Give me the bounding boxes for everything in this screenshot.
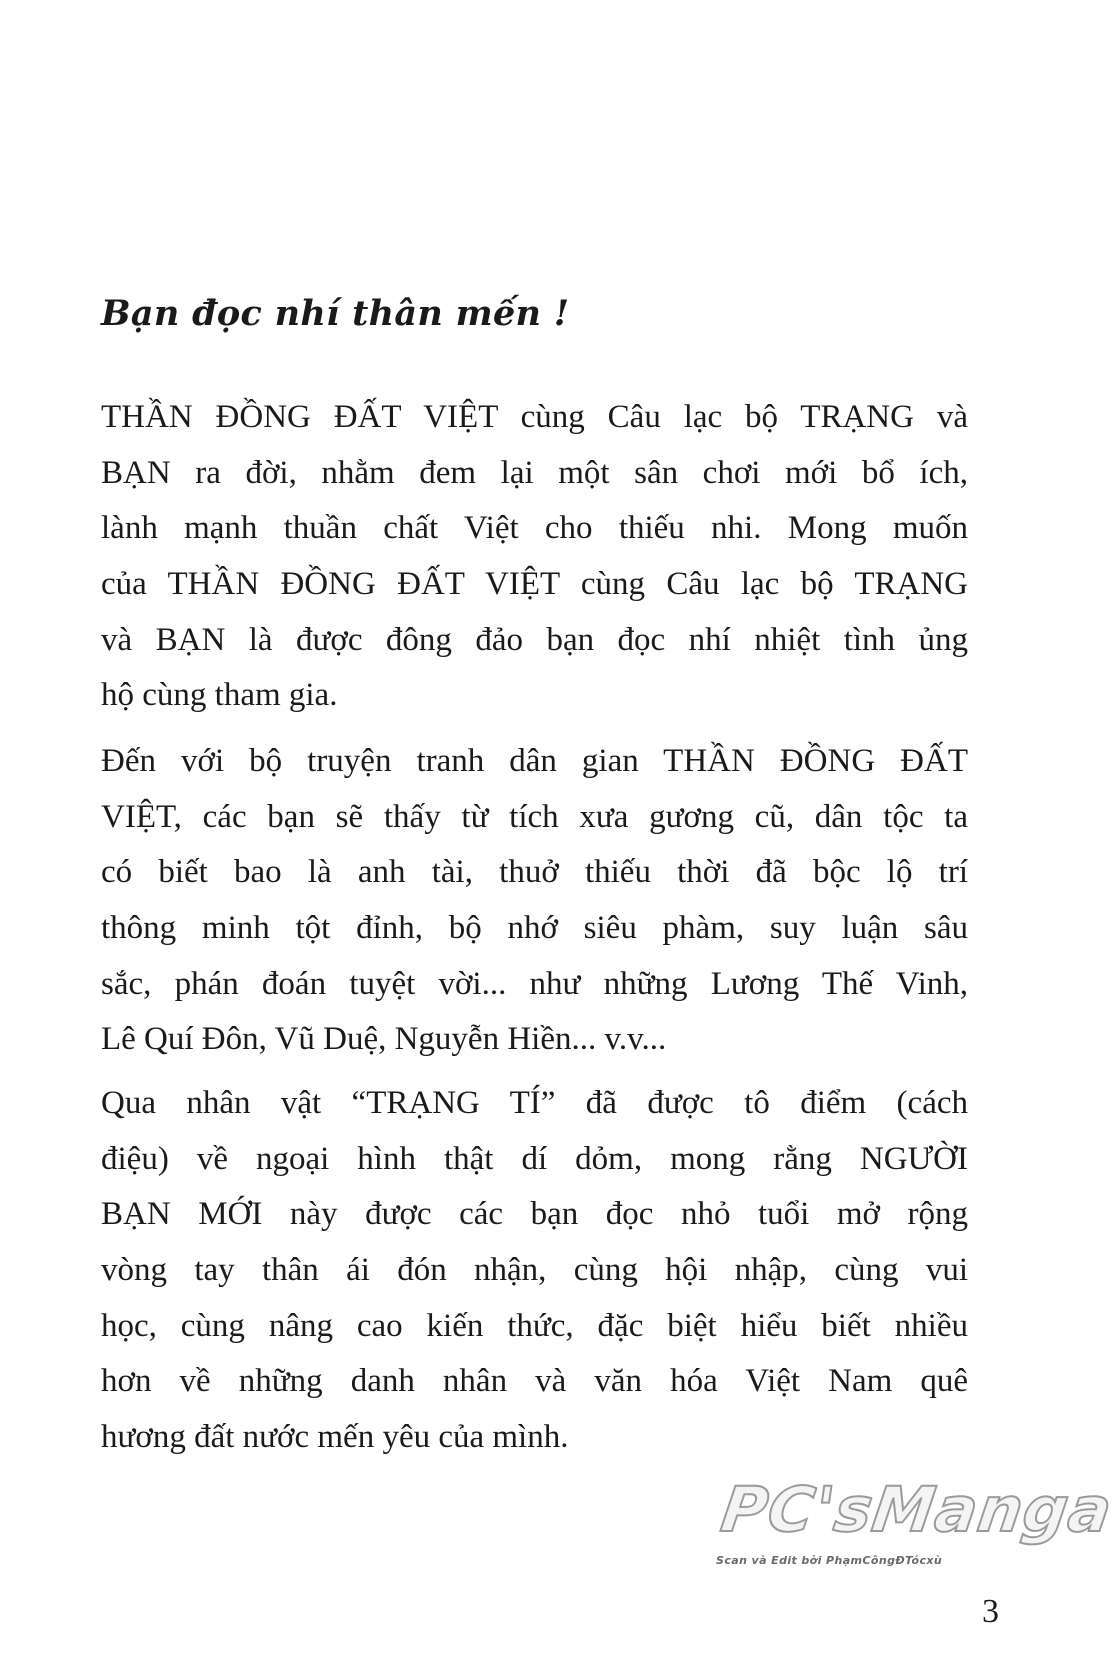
text-line: VIỆT, các bạn sẽ thấy từ tích xưa gương cũ, dân tộc ta (101, 798, 968, 835)
text-line: hương đất nước mến yêu của mình. (101, 1419, 569, 1456)
text-line: THẦN ĐỒNG ĐẤT VIỆT cùng Câu lạc bộ TRẠNG và (101, 399, 968, 435)
text-line: có biết bao là anh tài, thuở thiếu thời đã bộc lộ trí (101, 854, 968, 891)
text-line: lành mạnh thuần chất Việt cho thiếu nhi. Mong muốn (101, 510, 968, 547)
text-line: Đến với bộ truyện tranh dân gian THẦN ĐỒNG ĐẤT (101, 743, 968, 779)
text-line: Qua nhân vật “TRẠNG TÍ” đã được tô điểm (cách (101, 1085, 968, 1121)
text-line: BẠN MỚI này được các bạn đọc nhỏ tuổi mở rộng (101, 1196, 968, 1233)
page-number: 3 (982, 1593, 999, 1630)
text-line: điệu) về ngoại hình thật dí dỏm, mong rằng NGƯỜI (101, 1140, 968, 1177)
paragraph-1 (101, 390, 968, 724)
text-line: sắc, phán đoán tuyệt vời... như những Lương Thế Vinh, (101, 965, 968, 1002)
text-line: thông minh tột đỉnh, bộ nhớ siêu phàm, suy luận sâu (101, 910, 968, 947)
greeting-heading: Bạn đọc nhí thân mến ! (101, 293, 570, 334)
text-line: và BẠN là được đông đảo bạn đọc nhí nhiệt tình ủng (101, 621, 968, 658)
paragraph-2 (101, 734, 968, 1068)
watermark-caption: Scan và Edit bởi PhạmCôngĐTócxù (716, 1554, 943, 1567)
paragraph-3 (101, 1076, 968, 1466)
text-line: Lê Quí Đôn, Vũ Duệ, Nguyễn Hiền... v.v... (101, 1021, 667, 1058)
text-line: của THẦN ĐỒNG ĐẤT VIỆT cùng Câu lạc bộ TRẠNG (101, 566, 968, 603)
text-line: BẠN ra đời, nhằm đem lại một sân chơi mới bổ ích, (101, 454, 968, 491)
text-line: hộ cùng tham gia. (101, 677, 338, 714)
scanlation-watermark (714, 1470, 1117, 1590)
watermark-logo: PC'sManga (716, 1473, 1117, 1546)
text-line: hơn về những danh nhân và văn hóa Việt Nam quê (101, 1363, 968, 1400)
text-line: vòng tay thân ái đón nhận, cùng hội nhập, cùng vui (101, 1252, 968, 1289)
text-line: học, cùng nâng cao kiến thức, đặc biệt hiểu biết nhiều (101, 1307, 968, 1344)
